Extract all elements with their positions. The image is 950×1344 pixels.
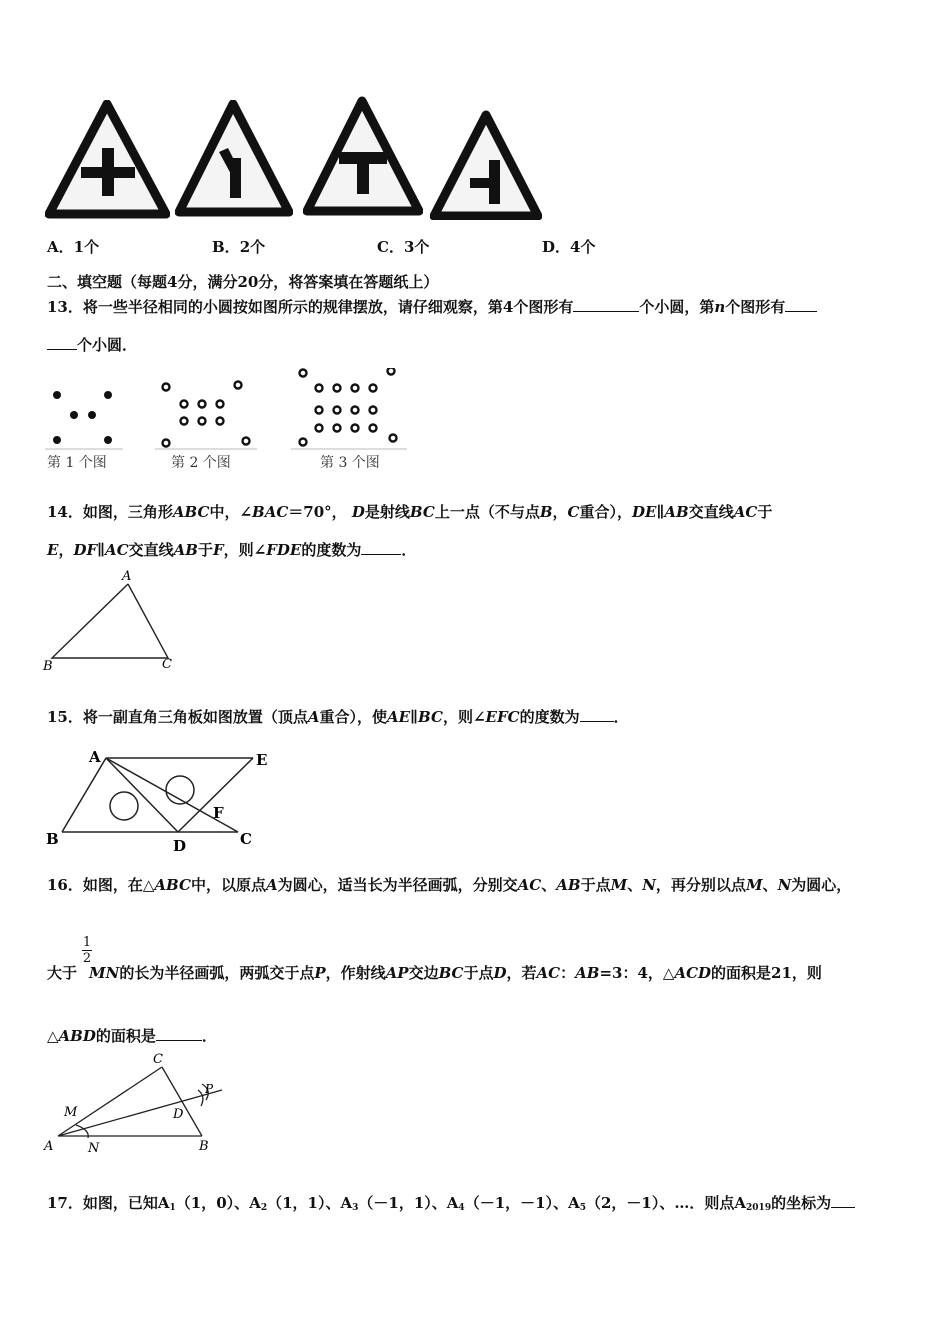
q15-set-squares-figure — [40, 742, 280, 857]
pattern-2 — [163, 382, 250, 447]
q16-line2: 大于 MN的长为半径画弧，两弧交于点P，作射线AP交边BC于点D，若AC：AB=3：4，△ACD的面积是21，则 — [47, 964, 822, 982]
q15-label-f: F — [213, 804, 224, 822]
q16-fraction: 1 2 — [82, 935, 92, 966]
q14-label-c: C — [162, 657, 172, 672]
q13-caption-2: 第 2 个图 — [171, 455, 231, 471]
option-b: B．2个 — [212, 238, 266, 256]
option-c: C．3个 — [377, 238, 430, 256]
q13-caption-1: 第 1 个图 — [47, 455, 107, 471]
q13-blank-2a[interactable] — [785, 297, 817, 312]
q13-line2: 个小圆． — [47, 334, 137, 355]
q16-label-d: D — [173, 1107, 184, 1122]
q14-line2: E，DF∥AC交直线AB于F，则∠FDE的度数为 ． — [47, 541, 417, 559]
option-d: D．4个 — [542, 238, 596, 256]
q13-caption-3: 第 3 个图 — [320, 455, 380, 471]
y-junction-sign-icon — [175, 100, 293, 220]
q13-blank-1[interactable] — [573, 297, 639, 312]
t-junction-sign-icon — [303, 96, 423, 218]
q16-label-b: B — [199, 1139, 209, 1154]
q15-label-b: B — [46, 830, 59, 848]
q15-label-c: C — [240, 830, 252, 848]
q16-label-a: A — [44, 1139, 54, 1154]
crossroad-sign-icon — [45, 100, 170, 220]
pattern-1 — [53, 391, 112, 444]
q17-blank[interactable] — [831, 1193, 855, 1208]
q15-label-e: E — [256, 751, 268, 769]
q16-label-m: M — [64, 1105, 78, 1120]
q14-label-b: B — [43, 659, 53, 674]
q13-dot-patterns — [45, 368, 415, 450]
section-title: 二、填空题（每题4分，满分20分，将答案填在答题纸上） — [47, 273, 439, 291]
q15-label-d: D — [173, 837, 187, 855]
q14-blank[interactable] — [361, 540, 401, 555]
pattern-3 — [300, 368, 397, 446]
side-road-sign-icon — [430, 110, 542, 220]
q13-line1: 13．将一些半径相同的小圆按如图所示的规律摆放，请仔细观察，第4个图形有 个小圆，第n个图形有 — [47, 296, 817, 317]
q17-line: 17．如图，已知$A_1(1$，0）、$A_2(1$，1）、$A_3(-1$，1）、$A_4(-1$，－1）、$A_5(2$，－1）、…．则点$A_{2019}$的坐标为 — [47, 1192, 855, 1213]
q14-label-a: A — [122, 569, 132, 584]
q14-triangle-figure — [40, 566, 190, 676]
q16-line3: △ABD的面积是 ． — [47, 1027, 217, 1045]
q15-line: 15．将一副直角三角板如图放置（顶点A重合），使AE∥BC，则∠EFC的度数为 ． — [47, 708, 629, 726]
q14-line1: 14．如图，三角形ABC中，∠BAC＝70°， D是射线BC上一点（不与点B，C重合），DE∥AB交直线AC于 — [47, 503, 773, 521]
q13-blank-2b[interactable] — [47, 335, 77, 350]
q16-label-n: N — [88, 1141, 100, 1156]
q16-line1: 16．如图，在△ABC中，以原点A为圆心，适当长为半径画弧，分别交AC、AB于点M、N，再分别以点M、N为圆心， — [47, 876, 852, 894]
q16-label-p: P — [205, 1082, 214, 1096]
q15-blank[interactable] — [580, 707, 614, 722]
option-a: A．1个 — [47, 238, 100, 256]
q15-label-a: A — [89, 748, 101, 766]
q16-bisector-figure — [40, 1050, 230, 1160]
q16-blank[interactable] — [156, 1026, 202, 1041]
q16-label-c: C — [153, 1052, 163, 1067]
